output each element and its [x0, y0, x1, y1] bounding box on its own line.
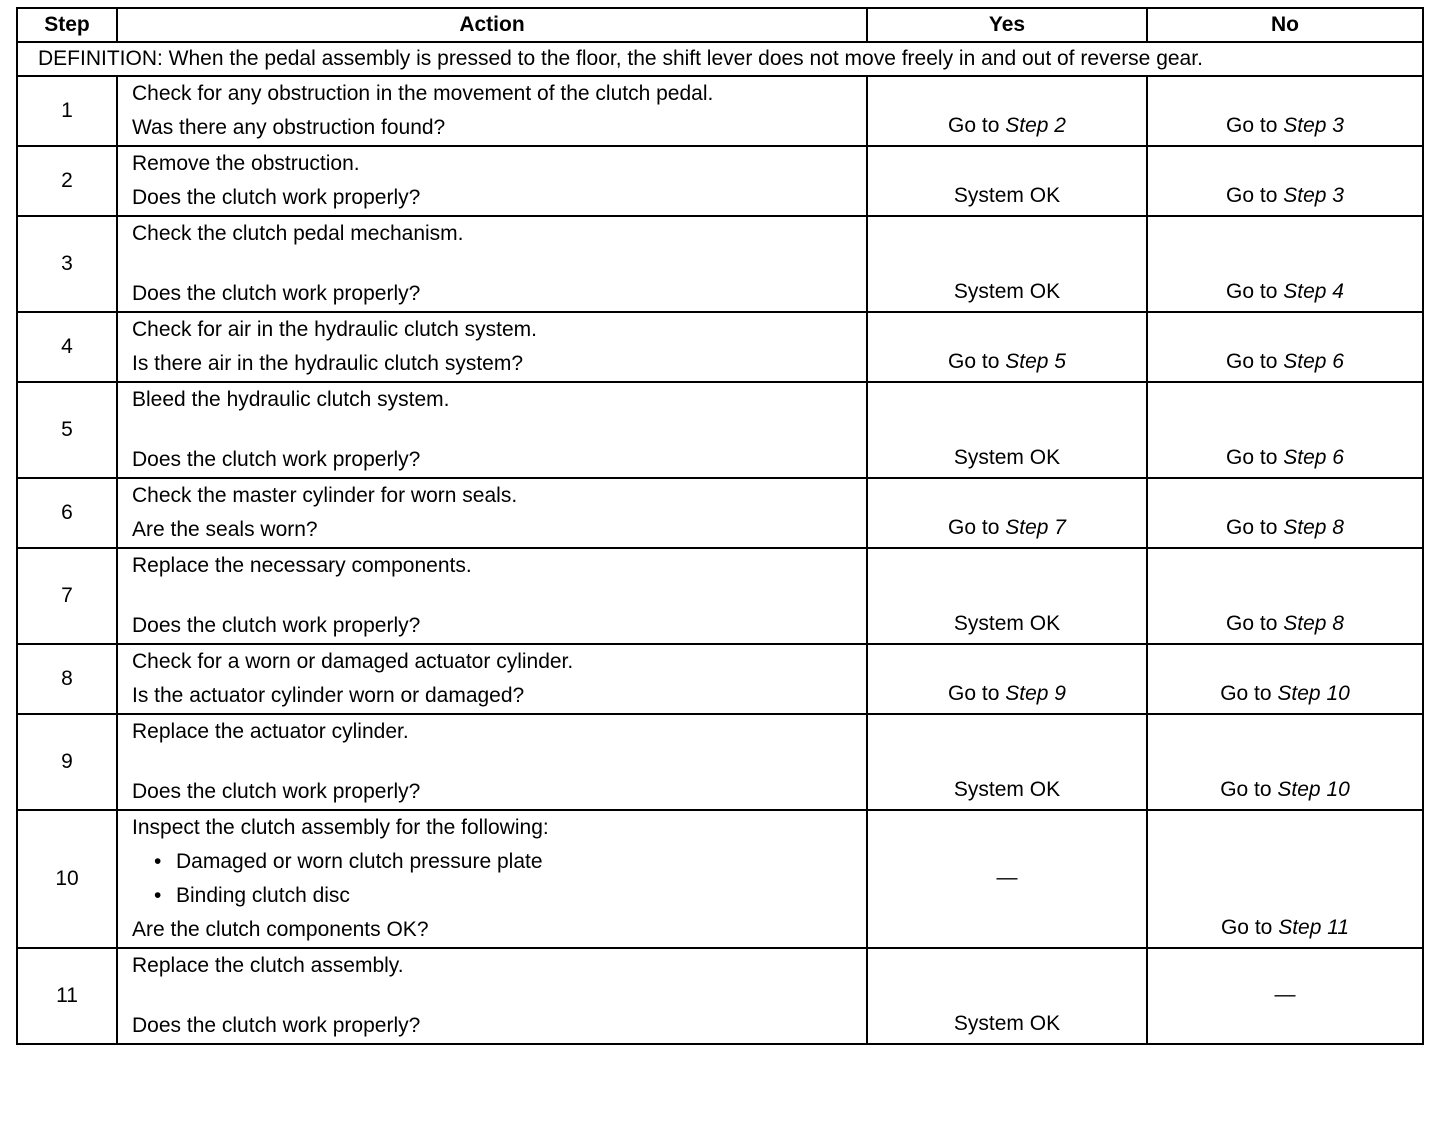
no-result [1147, 548, 1423, 644]
step-reference: Step 8 [1283, 516, 1344, 539]
step-reference: Step 3 [1283, 184, 1344, 207]
action-instruction: Replace the clutch assembly. [132, 954, 404, 977]
goto-label: Go to [1220, 682, 1272, 705]
bullet-text: Damaged or worn clutch pressure plate [176, 850, 543, 873]
action-instruction: Bleed the hydraulic clutch system. [132, 388, 450, 411]
step-number: 2 [17, 146, 117, 216]
yes-result [867, 548, 1147, 644]
action-question: Is the actuator cylinder worn or damaged? [132, 684, 525, 707]
action-instruction: Check for a worn or damaged actuator cylinder. [132, 650, 574, 673]
action-question: Is there air in the hydraulic clutch system? [132, 352, 524, 375]
no-result-text: — [1274, 983, 1296, 1006]
goto-label: Go to [1226, 280, 1278, 303]
step-number: 9 [17, 714, 117, 810]
bullet-icon: • [154, 850, 162, 873]
step-reference: Step 8 [1283, 612, 1344, 635]
bullet-item [132, 879, 852, 913]
step-number: 5 [17, 382, 117, 478]
step-row [17, 948, 1423, 1044]
yes-result [867, 948, 1147, 1044]
step-number: 11 [17, 948, 117, 1044]
no-result [1147, 810, 1423, 948]
yes-result [867, 146, 1147, 216]
yes-result [867, 382, 1147, 478]
step-reference: Step 6 [1283, 446, 1344, 469]
bullet-icon: • [154, 884, 162, 907]
action-cell [117, 146, 867, 216]
yes-result [867, 312, 1147, 382]
action-question: Does the clutch work properly? [132, 448, 421, 471]
action-cell [117, 548, 867, 644]
no-result [1147, 644, 1423, 714]
step-reference: Step 6 [1283, 350, 1344, 373]
action-question: Does the clutch work properly? [132, 780, 421, 803]
header-row [17, 8, 1423, 42]
step-number: 3 [17, 216, 117, 312]
action-cell [117, 216, 867, 312]
goto-label: Go to [1220, 916, 1273, 939]
step-row [17, 478, 1423, 548]
no-result [1147, 382, 1423, 478]
action-question: Are the clutch components OK? [132, 918, 429, 941]
bullet-item [132, 845, 852, 879]
action-cell [117, 644, 867, 714]
step-reference: Step 9 [1005, 682, 1066, 705]
no-result [1147, 478, 1423, 548]
definition-row [17, 42, 1423, 76]
step-reference: Step 10 [1277, 778, 1350, 801]
header-step: Step [17, 8, 117, 42]
goto-label: Go to [948, 682, 1000, 705]
action-instruction: Replace the necessary components. [132, 554, 472, 577]
goto-label: Go to [1226, 350, 1278, 373]
yes-result [867, 714, 1147, 810]
step-number: 7 [17, 548, 117, 644]
action-question: Are the seals worn? [132, 518, 318, 541]
yes-result-text: System OK [953, 778, 1061, 801]
step-row [17, 146, 1423, 216]
action-spacer [132, 583, 852, 609]
no-result [1147, 312, 1423, 382]
action-instruction: Check the master cylinder for worn seals. [132, 484, 518, 507]
step-number: 10 [17, 810, 117, 948]
step-row [17, 644, 1423, 714]
header-yes: Yes [867, 8, 1147, 42]
definition-text: DEFINITION: When the pedal assembly is pressed to the floor, the shift lever does not move freely in and out of reverse gear. [17, 42, 1423, 76]
action-spacer [132, 749, 852, 775]
action-intro: Inspect the clutch assembly for the following: [132, 816, 549, 839]
action-spacer [132, 251, 852, 277]
bullet-text: Binding clutch disc [176, 884, 350, 907]
action-instruction: Remove the obstruction. [132, 152, 360, 175]
diagnostic-table [16, 7, 1424, 1045]
action-spacer [132, 417, 852, 443]
goto-label: Go to [948, 114, 1000, 137]
action-question: Does the clutch work properly? [132, 614, 421, 637]
action-question: Does the clutch work properly? [132, 186, 421, 209]
yes-result-text: System OK [953, 1012, 1061, 1035]
yes-result [867, 478, 1147, 548]
action-instruction: Check for air in the hydraulic clutch system. [132, 318, 537, 341]
goto-label: Go to [1226, 446, 1278, 469]
step-reference: Step 3 [1283, 114, 1344, 137]
action-cell [117, 478, 867, 548]
action-cell [117, 810, 867, 948]
step-reference: Step 4 [1283, 280, 1344, 303]
step-row [17, 548, 1423, 644]
goto-label: Go to [948, 350, 1000, 373]
step-row [17, 312, 1423, 382]
no-result [1147, 76, 1423, 146]
step-row [17, 216, 1423, 312]
action-cell [117, 714, 867, 810]
goto-label: Go to [1226, 184, 1278, 207]
yes-result-text: System OK [953, 184, 1061, 207]
step-number: 8 [17, 644, 117, 714]
step-reference: Step 7 [1005, 516, 1066, 539]
action-instruction: Check the clutch pedal mechanism. [132, 222, 464, 245]
yes-result [867, 810, 1147, 948]
yes-result-text: — [996, 866, 1018, 889]
yes-result [867, 216, 1147, 312]
yes-result [867, 644, 1147, 714]
goto-label: Go to [1226, 516, 1278, 539]
step-row [17, 76, 1423, 146]
action-question: Does the clutch work properly? [132, 282, 421, 305]
step-reference: Step 11 [1278, 916, 1350, 939]
no-result [1147, 714, 1423, 810]
yes-result-text: System OK [953, 280, 1061, 303]
action-cell [117, 312, 867, 382]
action-spacer [132, 983, 852, 1009]
action-question: Was there any obstruction found? [132, 116, 446, 139]
step-reference: Step 2 [1005, 114, 1066, 137]
action-question: Does the clutch work properly? [132, 1014, 421, 1037]
action-instruction: Replace the actuator cylinder. [132, 720, 409, 743]
action-cell [117, 382, 867, 478]
action-instruction: Check for any obstruction in the movement of the clutch pedal. [132, 82, 714, 105]
action-cell [117, 948, 867, 1044]
goto-label: Go to [1226, 114, 1278, 137]
goto-label: Go to [948, 516, 1000, 539]
step-number: 1 [17, 76, 117, 146]
step-reference: Step 5 [1005, 350, 1066, 373]
step-number: 6 [17, 478, 117, 548]
yes-result-text: System OK [953, 446, 1061, 469]
step-number: 4 [17, 312, 117, 382]
step-reference: Step 10 [1277, 682, 1350, 705]
step-row [17, 714, 1423, 810]
goto-label: Go to [1220, 778, 1272, 801]
step-row [17, 810, 1423, 948]
goto-label: Go to [1226, 612, 1278, 635]
no-result [1147, 948, 1423, 1044]
action-cell [117, 76, 867, 146]
no-result [1147, 146, 1423, 216]
header-no: No [1147, 8, 1423, 42]
step-row [17, 382, 1423, 478]
no-result [1147, 216, 1423, 312]
yes-result-text: System OK [953, 612, 1061, 635]
yes-result [867, 76, 1147, 146]
header-action: Action [117, 8, 867, 42]
